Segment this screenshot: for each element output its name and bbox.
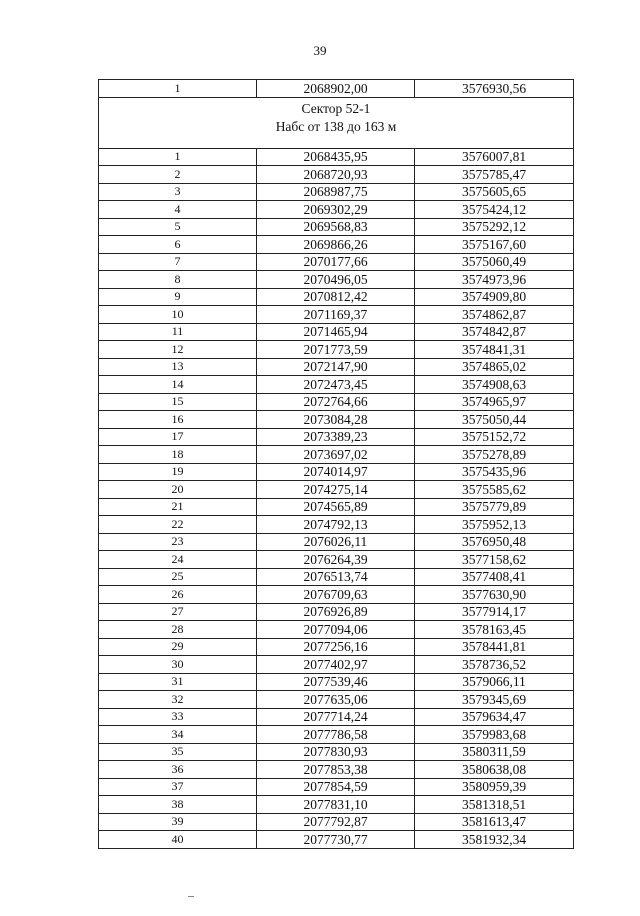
table-row — [99, 376, 574, 394]
y-coordinate-cell: 3575435,96 — [415, 463, 574, 481]
point-number-cell: 10 — [99, 306, 257, 324]
x-coordinate-cell: 2074565,89 — [257, 498, 415, 516]
x-coordinate-cell: 2068987,75 — [257, 183, 415, 201]
point-number-cell: 26 — [99, 586, 257, 604]
point-number-cell: 12 — [99, 341, 257, 359]
y-coordinate-cell: 3579345,69 — [415, 691, 574, 709]
y-coordinate-cell: 3579634,47 — [415, 708, 574, 726]
x-coordinate-cell: 2074014,97 — [257, 463, 415, 481]
x-coordinate-cell: 2068902,00 — [257, 80, 415, 98]
point-number-cell: 35 — [99, 743, 257, 761]
y-coordinate-cell: 3575424,12 — [415, 201, 574, 219]
point-number-cell: 27 — [99, 603, 257, 621]
point-number-cell: 11 — [99, 323, 257, 341]
table-row — [99, 80, 574, 98]
y-coordinate-cell: 3580638,08 — [415, 761, 574, 779]
table-row — [99, 568, 574, 586]
point-number-cell: 28 — [99, 621, 257, 639]
point-number-cell: 40 — [99, 831, 257, 849]
y-coordinate-cell: 3581318,51 — [415, 796, 574, 814]
table-row — [99, 726, 574, 744]
y-coordinate-cell: 3576930,56 — [415, 80, 574, 98]
table-row — [99, 201, 574, 219]
point-number-cell: 36 — [99, 761, 257, 779]
page-number: 39 — [313, 43, 327, 58]
point-number-cell: 24 — [99, 551, 257, 569]
y-coordinate-cell: 3574973,96 — [415, 271, 574, 289]
y-coordinate-cell: 3575785,47 — [415, 166, 574, 184]
x-coordinate-cell: 2077256,16 — [257, 638, 415, 656]
table-row — [99, 341, 574, 359]
table-row — [99, 831, 574, 849]
table-row — [99, 708, 574, 726]
x-coordinate-cell: 2073697,02 — [257, 446, 415, 464]
point-number-cell: 16 — [99, 411, 257, 429]
x-coordinate-cell: 2072147,90 — [257, 358, 415, 376]
point-number-cell: 23 — [99, 533, 257, 551]
x-coordinate-cell: 2074792,13 — [257, 516, 415, 534]
point-number-cell: 39 — [99, 813, 257, 831]
point-number-cell: 4 — [99, 201, 257, 219]
point-number-cell: 18 — [99, 446, 257, 464]
point-number-cell: 17 — [99, 428, 257, 446]
table-row — [99, 271, 574, 289]
table-row — [99, 393, 574, 411]
point-number-cell: 6 — [99, 236, 257, 254]
sector-subtitle: Набс от 138 до 163 м — [275, 118, 397, 134]
y-coordinate-cell: 3574965,97 — [415, 393, 574, 411]
y-coordinate-cell: 3580311,59 — [415, 743, 574, 761]
table-row — [99, 638, 574, 656]
y-coordinate-cell: 3575152,72 — [415, 428, 574, 446]
table-row — [99, 253, 574, 271]
point-number-cell: 37 — [99, 778, 257, 796]
table-row — [99, 306, 574, 324]
table-row — [99, 516, 574, 534]
point-number-cell: 34 — [99, 726, 257, 744]
y-coordinate-cell: 3574841,31 — [415, 341, 574, 359]
point-number-cell: 33 — [99, 708, 257, 726]
point-number-cell: 8 — [99, 271, 257, 289]
table-row — [99, 586, 574, 604]
table-row — [99, 463, 574, 481]
y-coordinate-cell: 3575585,62 — [415, 481, 574, 499]
x-coordinate-cell: 2073084,28 — [257, 411, 415, 429]
table-row — [99, 673, 574, 691]
point-number-cell: 15 — [99, 393, 257, 411]
x-coordinate-cell: 2077830,93 — [257, 743, 415, 761]
sector-header — [99, 97, 574, 148]
y-coordinate-cell: 3579983,68 — [415, 726, 574, 744]
y-coordinate-cell: 3576950,48 — [415, 533, 574, 551]
point-number-cell: 5 — [99, 218, 257, 236]
x-coordinate-cell: 2077786,58 — [257, 726, 415, 744]
table-row — [99, 796, 574, 814]
y-coordinate-cell: 3581932,34 — [415, 831, 574, 849]
point-number-cell: 29 — [99, 638, 257, 656]
y-coordinate-cell: 3575952,13 — [415, 516, 574, 534]
y-coordinate-cell: 3578736,52 — [415, 656, 574, 674]
table-row — [99, 358, 574, 376]
point-number-cell: 38 — [99, 796, 257, 814]
y-coordinate-cell: 3574908,63 — [415, 376, 574, 394]
table-row — [99, 691, 574, 709]
table-row — [99, 481, 574, 499]
table-row — [99, 533, 574, 551]
point-number-cell: 1 — [99, 80, 257, 98]
footer-mark — [188, 896, 194, 897]
y-coordinate-cell: 3575167,60 — [415, 236, 574, 254]
point-number-cell: 19 — [99, 463, 257, 481]
x-coordinate-cell: 2077854,59 — [257, 778, 415, 796]
point-number-cell: 3 — [99, 183, 257, 201]
table-row — [99, 428, 574, 446]
x-coordinate-cell: 2069568,83 — [257, 218, 415, 236]
x-coordinate-cell: 2069302,29 — [257, 201, 415, 219]
table-row — [99, 411, 574, 429]
point-number-cell: 21 — [99, 498, 257, 516]
x-coordinate-cell: 2073389,23 — [257, 428, 415, 446]
y-coordinate-cell: 3577914,17 — [415, 603, 574, 621]
table-row — [99, 743, 574, 761]
x-coordinate-cell: 2077094,06 — [257, 621, 415, 639]
table-row — [99, 621, 574, 639]
y-coordinate-cell: 3575605,65 — [415, 183, 574, 201]
point-number-cell: 7 — [99, 253, 257, 271]
sector-title: Сектор 52-1 — [301, 100, 371, 116]
y-coordinate-cell: 3576007,81 — [415, 148, 574, 166]
y-coordinate-cell: 3575278,89 — [415, 446, 574, 464]
x-coordinate-cell: 2071773,59 — [257, 341, 415, 359]
point-number-cell: 1 — [99, 148, 257, 166]
point-number-cell: 22 — [99, 516, 257, 534]
coordinates-table — [98, 79, 574, 849]
y-coordinate-cell: 3575050,44 — [415, 411, 574, 429]
point-number-cell: 2 — [99, 166, 257, 184]
x-coordinate-cell: 2076709,63 — [257, 586, 415, 604]
y-coordinate-cell: 3579066,11 — [415, 673, 574, 691]
point-number-cell: 13 — [99, 358, 257, 376]
point-number-cell: 14 — [99, 376, 257, 394]
x-coordinate-cell: 2069866,26 — [257, 236, 415, 254]
x-coordinate-cell: 2070812,42 — [257, 288, 415, 306]
table-row — [99, 551, 574, 569]
point-number-cell: 20 — [99, 481, 257, 499]
y-coordinate-cell: 3578441,81 — [415, 638, 574, 656]
table-row — [99, 183, 574, 201]
x-coordinate-cell: 2077402,97 — [257, 656, 415, 674]
point-number-cell: 32 — [99, 691, 257, 709]
point-number-cell: 9 — [99, 288, 257, 306]
y-coordinate-cell: 3574865,02 — [415, 358, 574, 376]
x-coordinate-cell: 2076926,89 — [257, 603, 415, 621]
y-coordinate-cell: 3578163,45 — [415, 621, 574, 639]
x-coordinate-cell: 2072764,66 — [257, 393, 415, 411]
table-row — [99, 288, 574, 306]
x-coordinate-cell: 2076264,39 — [257, 551, 415, 569]
point-number-cell: 25 — [99, 568, 257, 586]
y-coordinate-cell: 3575779,89 — [415, 498, 574, 516]
table-row — [99, 236, 574, 254]
x-coordinate-cell: 2077831,10 — [257, 796, 415, 814]
table-row — [99, 761, 574, 779]
table-row — [99, 218, 574, 236]
x-coordinate-cell: 2071465,94 — [257, 323, 415, 341]
sector-header-row — [99, 97, 574, 148]
y-coordinate-cell: 3574842,87 — [415, 323, 574, 341]
y-coordinate-cell: 3577630,90 — [415, 586, 574, 604]
table-row — [99, 778, 574, 796]
point-number-cell: 30 — [99, 656, 257, 674]
x-coordinate-cell: 2071169,37 — [257, 306, 415, 324]
y-coordinate-cell: 3575292,12 — [415, 218, 574, 236]
y-coordinate-cell: 3574909,80 — [415, 288, 574, 306]
x-coordinate-cell: 2070177,66 — [257, 253, 415, 271]
table-row — [99, 148, 574, 166]
y-coordinate-cell: 3581613,47 — [415, 813, 574, 831]
x-coordinate-cell: 2074275,14 — [257, 481, 415, 499]
x-coordinate-cell: 2076026,11 — [257, 533, 415, 551]
y-coordinate-cell: 3580959,39 — [415, 778, 574, 796]
y-coordinate-cell: 3577408,41 — [415, 568, 574, 586]
x-coordinate-cell: 2077539,46 — [257, 673, 415, 691]
x-coordinate-cell: 2068435,95 — [257, 148, 415, 166]
table-row — [99, 446, 574, 464]
table-row — [99, 813, 574, 831]
y-coordinate-cell: 3577158,62 — [415, 551, 574, 569]
table-row — [99, 166, 574, 184]
y-coordinate-cell: 3574862,87 — [415, 306, 574, 324]
x-coordinate-cell: 2068720,93 — [257, 166, 415, 184]
x-coordinate-cell: 2077635,06 — [257, 691, 415, 709]
y-coordinate-cell: 3575060,49 — [415, 253, 574, 271]
x-coordinate-cell: 2070496,05 — [257, 271, 415, 289]
x-coordinate-cell: 2072473,45 — [257, 376, 415, 394]
point-number-cell: 31 — [99, 673, 257, 691]
table-row — [99, 603, 574, 621]
x-coordinate-cell: 2077730,77 — [257, 831, 415, 849]
x-coordinate-cell: 2077792,87 — [257, 813, 415, 831]
x-coordinate-cell: 2077853,38 — [257, 761, 415, 779]
table-row — [99, 323, 574, 341]
x-coordinate-cell: 2076513,74 — [257, 568, 415, 586]
table-row — [99, 498, 574, 516]
x-coordinate-cell: 2077714,24 — [257, 708, 415, 726]
table-row — [99, 656, 574, 674]
